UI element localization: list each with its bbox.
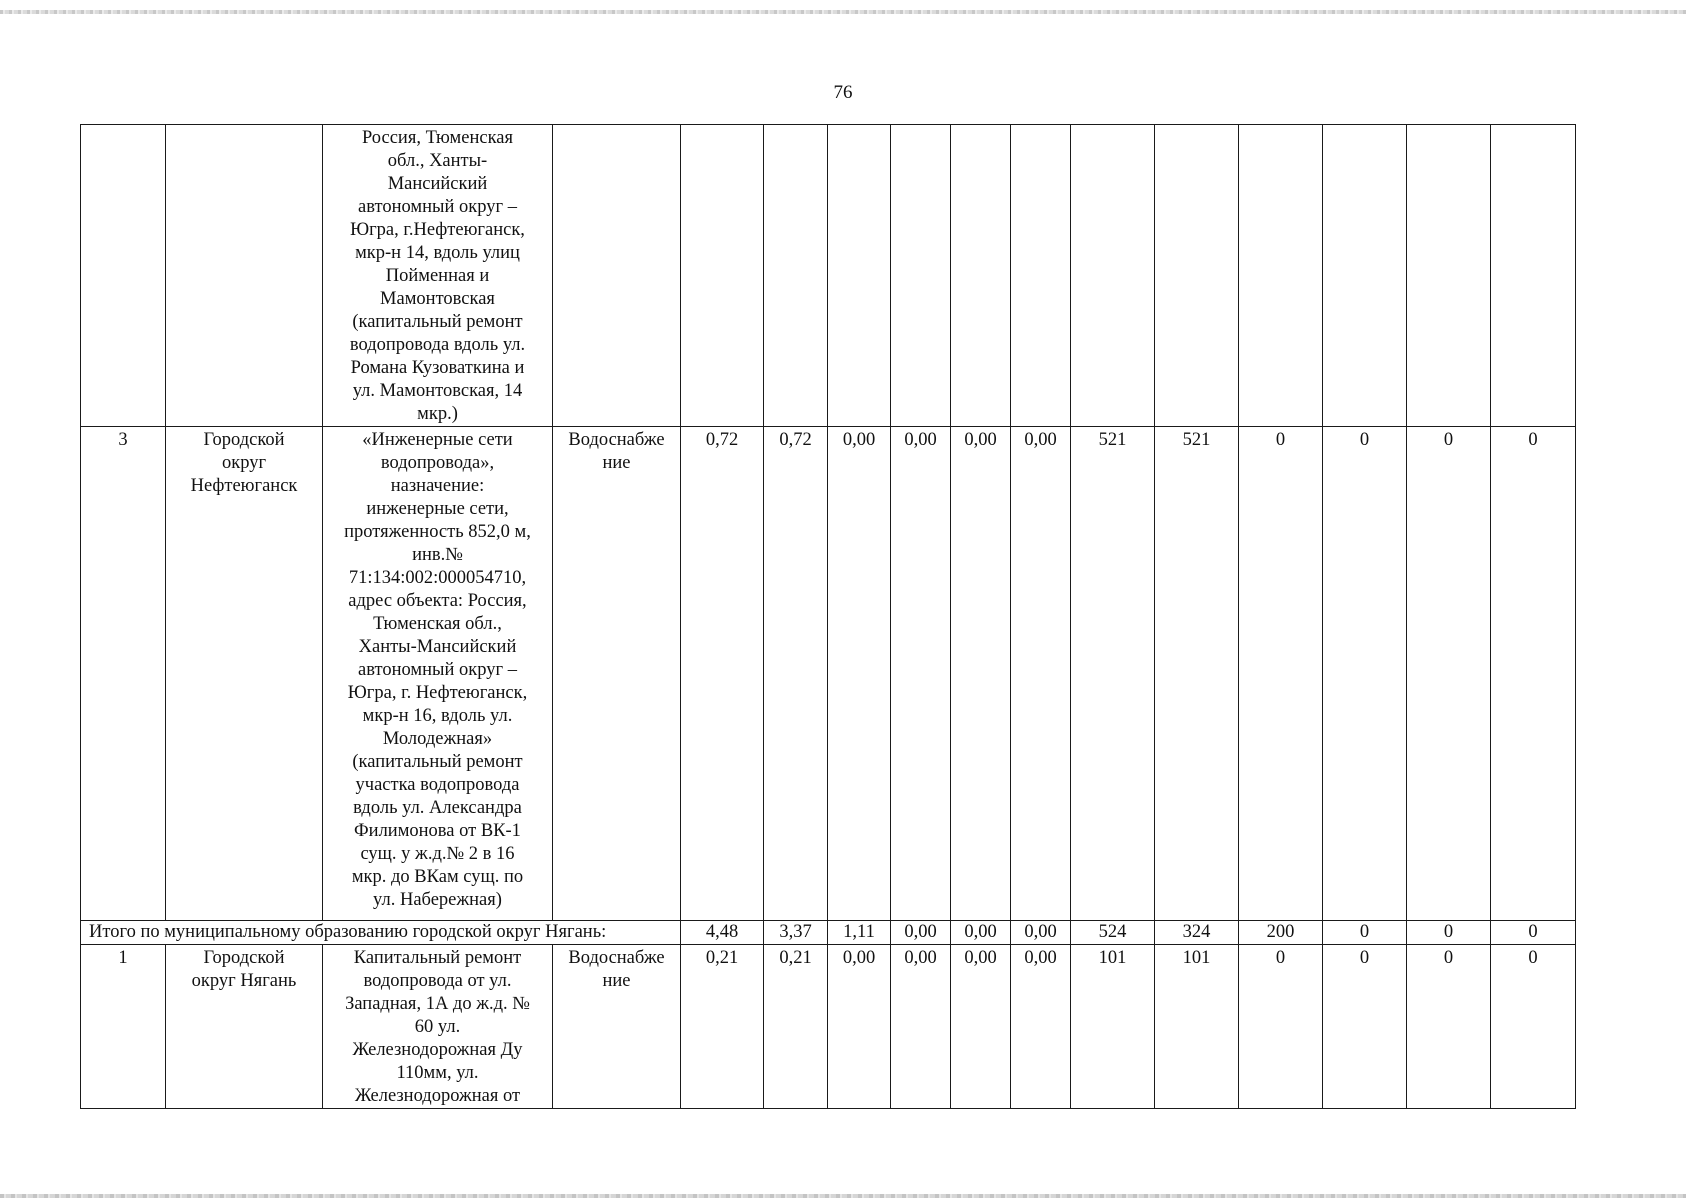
cell-value: 0,21 [764, 945, 828, 1109]
cell-value: 101 [1071, 945, 1155, 1109]
cell-value: 0 [1491, 427, 1576, 921]
total-value: 0,00 [891, 921, 951, 945]
cell-value: 521 [1071, 427, 1155, 921]
cell-sector: Водоснабже ние [553, 427, 681, 921]
total-value: 0 [1407, 921, 1491, 945]
cell-value [1071, 125, 1155, 427]
total-value: 0,00 [951, 921, 1011, 945]
scan-edge-top [0, 10, 1686, 14]
cell-municipality: Городской округ Нефтеюганск [166, 427, 323, 921]
cell-value [951, 125, 1011, 427]
cell-value: 0,72 [681, 427, 764, 921]
cell-value: 0,00 [828, 427, 891, 921]
cell-municipality [166, 125, 323, 427]
cell-value [1323, 125, 1407, 427]
cell-value: 0,72 [764, 427, 828, 921]
cell-value: 0 [1407, 945, 1491, 1109]
cell-value [891, 125, 951, 427]
cell-number [81, 125, 166, 427]
cell-value [1239, 125, 1323, 427]
cell-sector [553, 125, 681, 427]
cell-value: 0 [1323, 427, 1407, 921]
cell-description: Капитальный ремонт водопровода от ул. Западная, 1А до ж.д. № 60 ул. Железнодорожная Ду 110мм, ул. Железнодорожная от [323, 945, 553, 1109]
cell-value [681, 125, 764, 427]
table-row [81, 945, 1576, 1109]
cell-number: 1 [81, 945, 166, 1109]
cell-value [764, 125, 828, 427]
cell-municipality: Городской округ Нягань [166, 945, 323, 1109]
cell-value [1155, 125, 1239, 427]
total-value: 324 [1155, 921, 1239, 945]
cell-value: 0 [1491, 945, 1576, 1109]
total-value: 1,11 [828, 921, 891, 945]
cell-value: 0 [1407, 427, 1491, 921]
cell-value [828, 125, 891, 427]
cell-value: 0,00 [951, 945, 1011, 1109]
table-row-continuation [81, 125, 1576, 427]
cell-value: 521 [1155, 427, 1239, 921]
cell-value: 0,00 [891, 427, 951, 921]
table-row [81, 427, 1576, 921]
total-value: 200 [1239, 921, 1323, 945]
cell-value: 0,00 [828, 945, 891, 1109]
cell-sector: Водоснабже ние [553, 945, 681, 1109]
table-row-total [81, 921, 1576, 945]
cell-description: Россия, Тюменская обл., Ханты- Мансийский автономный округ – Югра, г.Нефтеюганск, мкр-н 14, вдоль улиц Пойменная и Мамонтовская (капитальный ремонт водопровода вдоль ул. Романа Кузоваткина и ул. Мамонтовская, 14 мкр.) [323, 125, 553, 427]
total-value: 0,00 [1011, 921, 1071, 945]
cell-value [1011, 125, 1071, 427]
cell-value: 0 [1239, 427, 1323, 921]
page-number: 76 [833, 82, 853, 103]
cell-value: 0,00 [951, 427, 1011, 921]
cell-description: «Инженерные сети водопровода», назначение: инженерные сети, протяженность 852,0 м, инв.№ 71:134:002:000054710, адрес объекта: Россия, Тюменская обл., Ханты-Мансийский автономный округ – Югра, г. Нефтеюганск, мкр-н 16, вдоль ул. Молодежная» (капитальный ремонт участка водопровода вдоль ул. Александра Филимонова от ВК-1 сущ. у ж.д.№ 2 в 16 мкр. до ВКам сущ. по ул. Набережная) [323, 427, 553, 921]
total-value: 0 [1491, 921, 1576, 945]
cell-value: 101 [1155, 945, 1239, 1109]
cell-value [1491, 125, 1576, 427]
cell-value: 0,00 [1011, 427, 1071, 921]
scan-edge-bottom [0, 1194, 1686, 1198]
cell-value: 0 [1239, 945, 1323, 1109]
cell-value: 0 [1323, 945, 1407, 1109]
cell-value: 0,21 [681, 945, 764, 1109]
cell-number: 3 [81, 427, 166, 921]
cell-value: 0,00 [891, 945, 951, 1109]
total-value: 0 [1323, 921, 1407, 945]
total-label: Итого по муниципальному образованию городской округ Нягань: [81, 921, 681, 945]
total-value: 3,37 [764, 921, 828, 945]
cell-value: 0,00 [1011, 945, 1071, 1109]
total-value: 524 [1071, 921, 1155, 945]
data-table [80, 124, 1576, 1109]
cell-value [1407, 125, 1491, 427]
total-value: 4,48 [681, 921, 764, 945]
